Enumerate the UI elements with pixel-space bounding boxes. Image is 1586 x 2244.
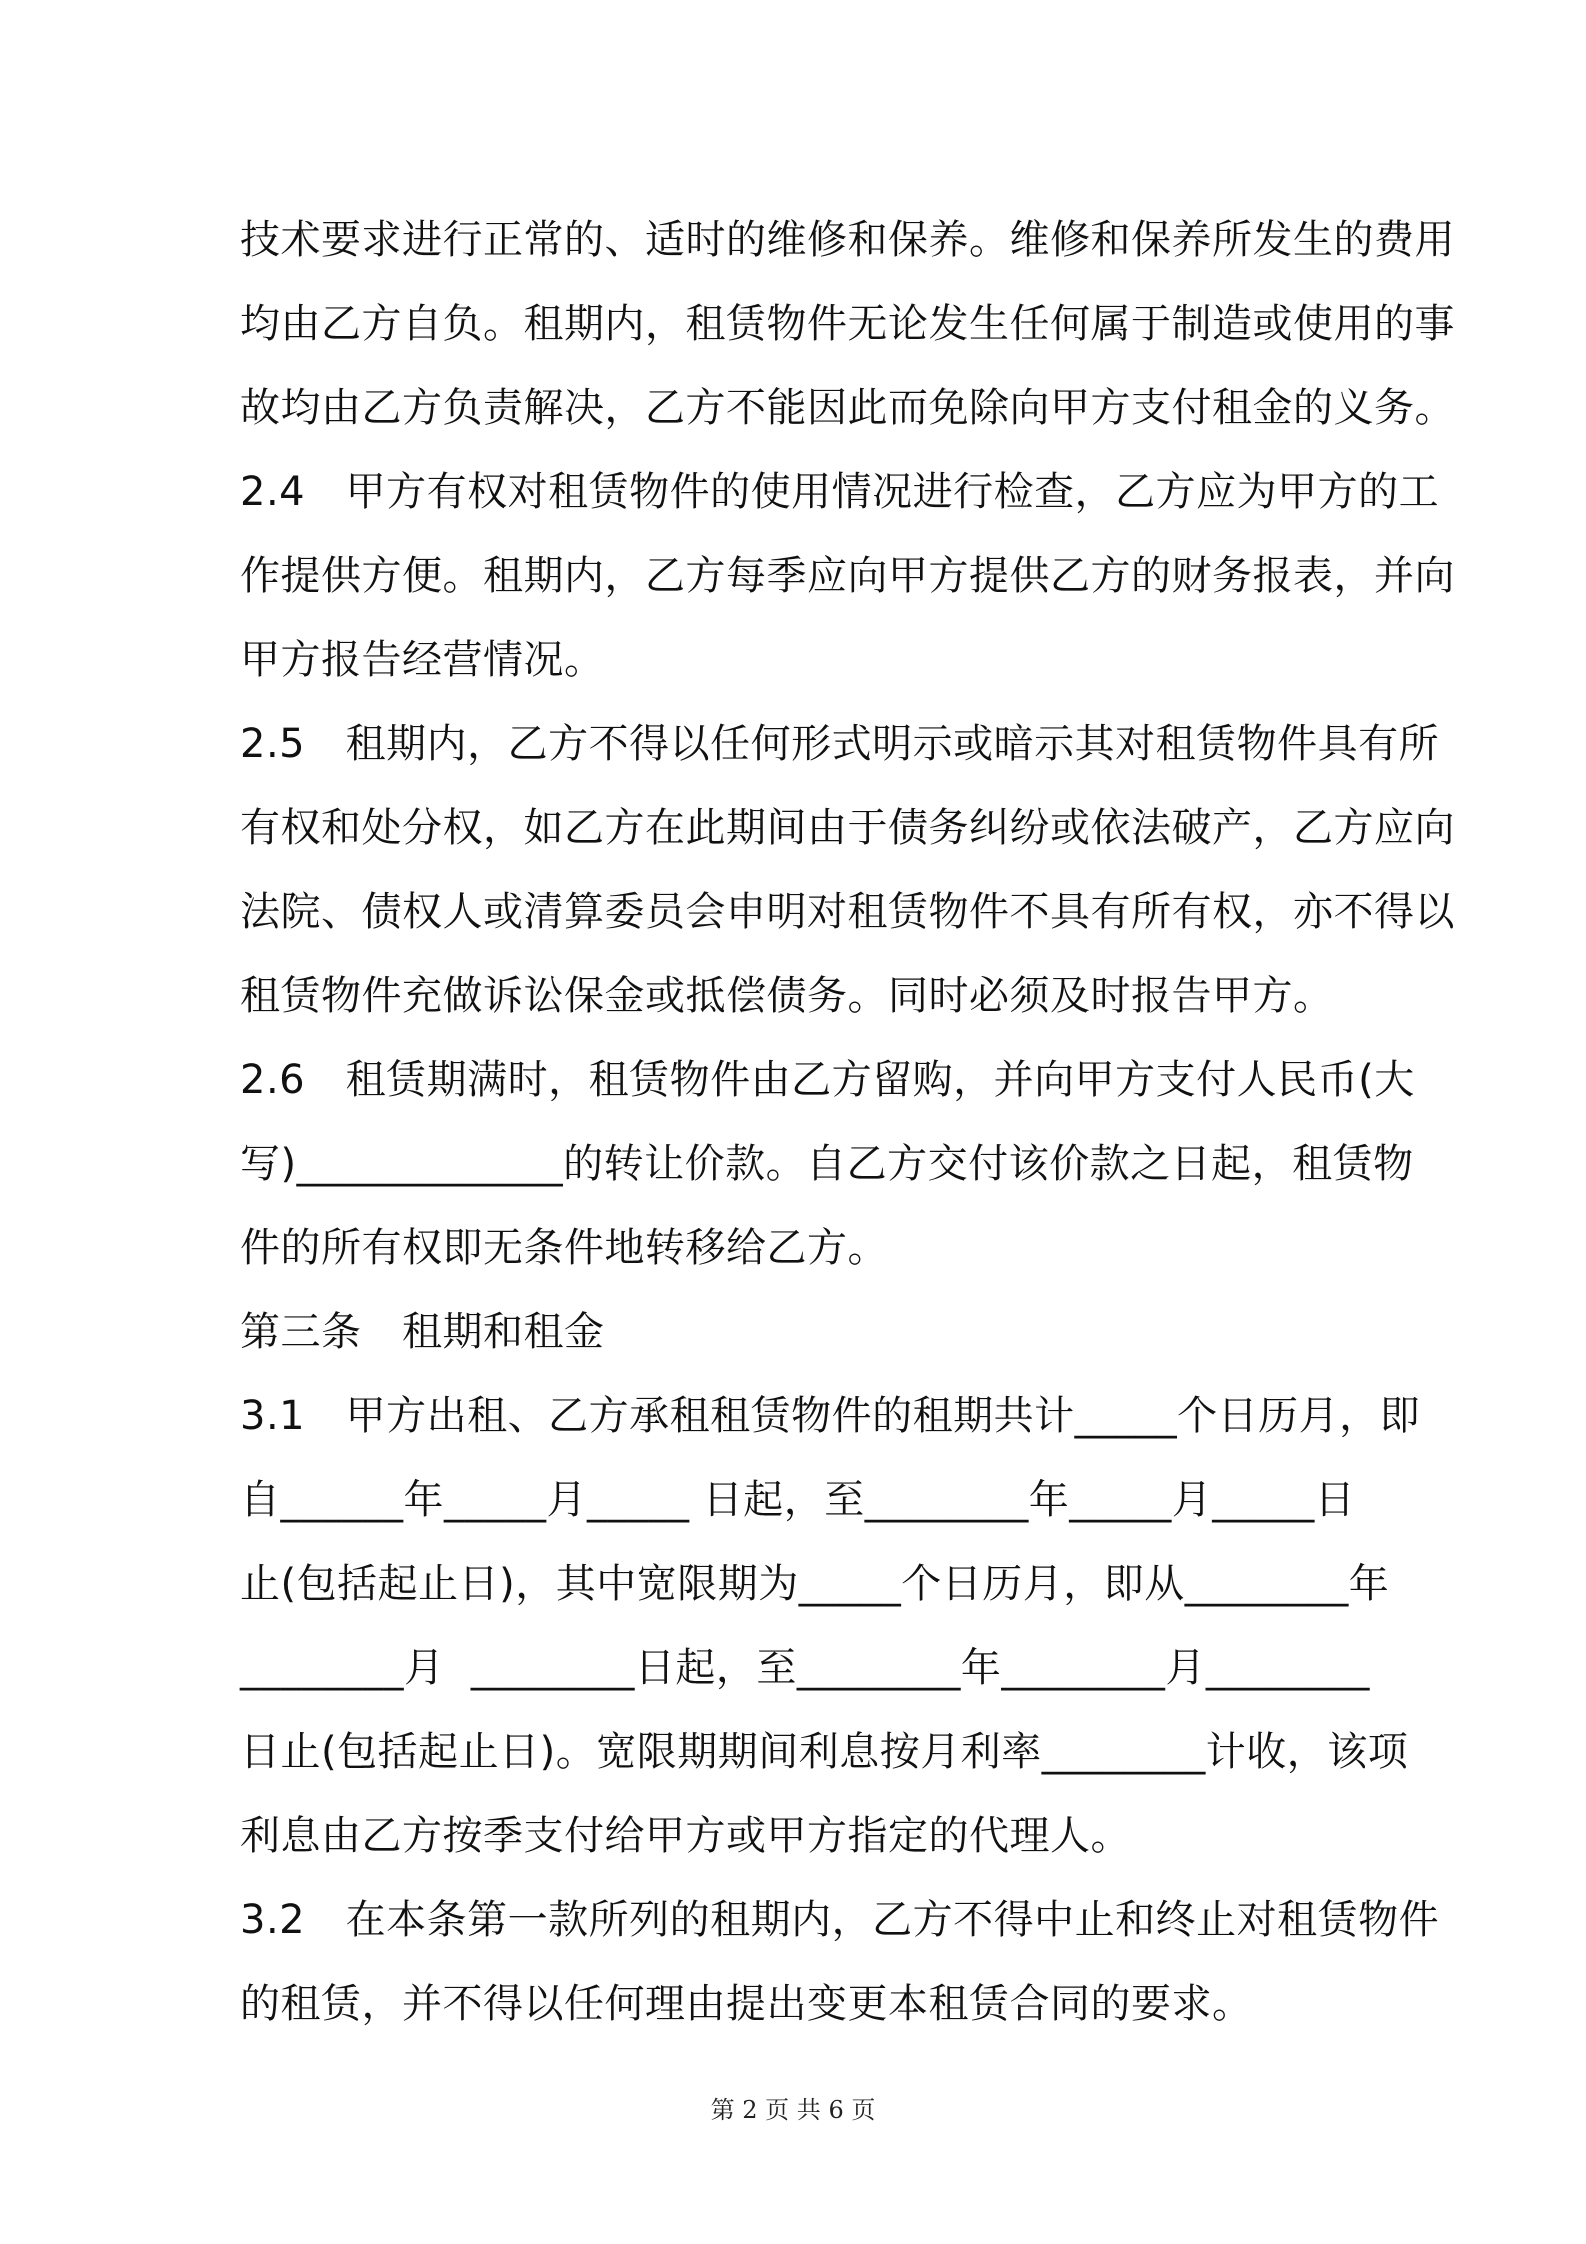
text-line: 甲方报告经营情况。: [240, 637, 605, 683]
text-line: ________月 ________日起，至________年________月________: [240, 1645, 1370, 1691]
text-line: 写)_____________的转让价款。自乙方交付该价款之日起，租赁物: [240, 1141, 1414, 1187]
text-line: 日止(包括起止日)。宽限期期间利息按月利率________计收，该项: [240, 1729, 1409, 1775]
page-number: 第 2 页 共 6 页: [710, 2096, 876, 2124]
text-line: 有权和处分权，如乙方在此期间由于债务纠纷或依法破产，乙方应向: [240, 805, 1455, 851]
text-line: 均由乙方自负。租期内，租赁物件无论发生任何属于制造或使用的事: [240, 301, 1455, 347]
text-line: 利息由乙方按季支付给甲方或甲方指定的代理人。: [240, 1813, 1131, 1859]
clause-2-4: 2.4 甲方有权对租赁物件的使用情况进行检查，乙方应为甲方的工: [240, 469, 1440, 515]
text-line: 技术要求进行正常的、适时的维修和保养。维修和保养所发生的费用: [240, 217, 1455, 263]
clause-3-2: 3.2 在本条第一款所列的租期内，乙方不得中止和终止对租赁物件: [240, 1897, 1440, 1943]
text-line: 止(包括起止日)，其中宽限期为_____个日历月，即从________年: [240, 1561, 1390, 1607]
clause-2-6: 2.6 租赁期满时，租赁物件由乙方留购，并向甲方支付人民币(大: [240, 1057, 1415, 1103]
clause-2-5: 2.5 租期内，乙方不得以任何形式明示或暗示其对租赁物件具有所: [240, 721, 1440, 767]
clause-3-1: 3.1 甲方出租、乙方承租租赁物件的租期共计_____个日历月，即: [240, 1393, 1421, 1439]
text-line: 的租赁，并不得以任何理由提出变更本租赁合同的要求。: [240, 1981, 1253, 2027]
text-line: 租赁物件充做诉讼保金或抵偿债务。同时必须及时报告甲方。: [240, 973, 1334, 1019]
text-line: 自______年_____月_____ 日起，至________年_____月_____日: [240, 1477, 1356, 1523]
document-body: [240, 198, 1455, 2046]
article-3-heading: 第三条 租期和租金: [240, 1309, 605, 1355]
text-line: 故均由乙方负责解决，乙方不能因此而免除向甲方支付租金的义务。: [240, 385, 1455, 431]
text-line: 法院、债权人或清算委员会申明对租赁物件不具有所有权，亦不得以: [240, 889, 1455, 935]
text-line: 件的所有权即无条件地转移给乙方。: [240, 1225, 888, 1271]
text-line: 作提供方便。租期内，乙方每季应向甲方提供乙方的财务报表，并向: [240, 553, 1455, 599]
